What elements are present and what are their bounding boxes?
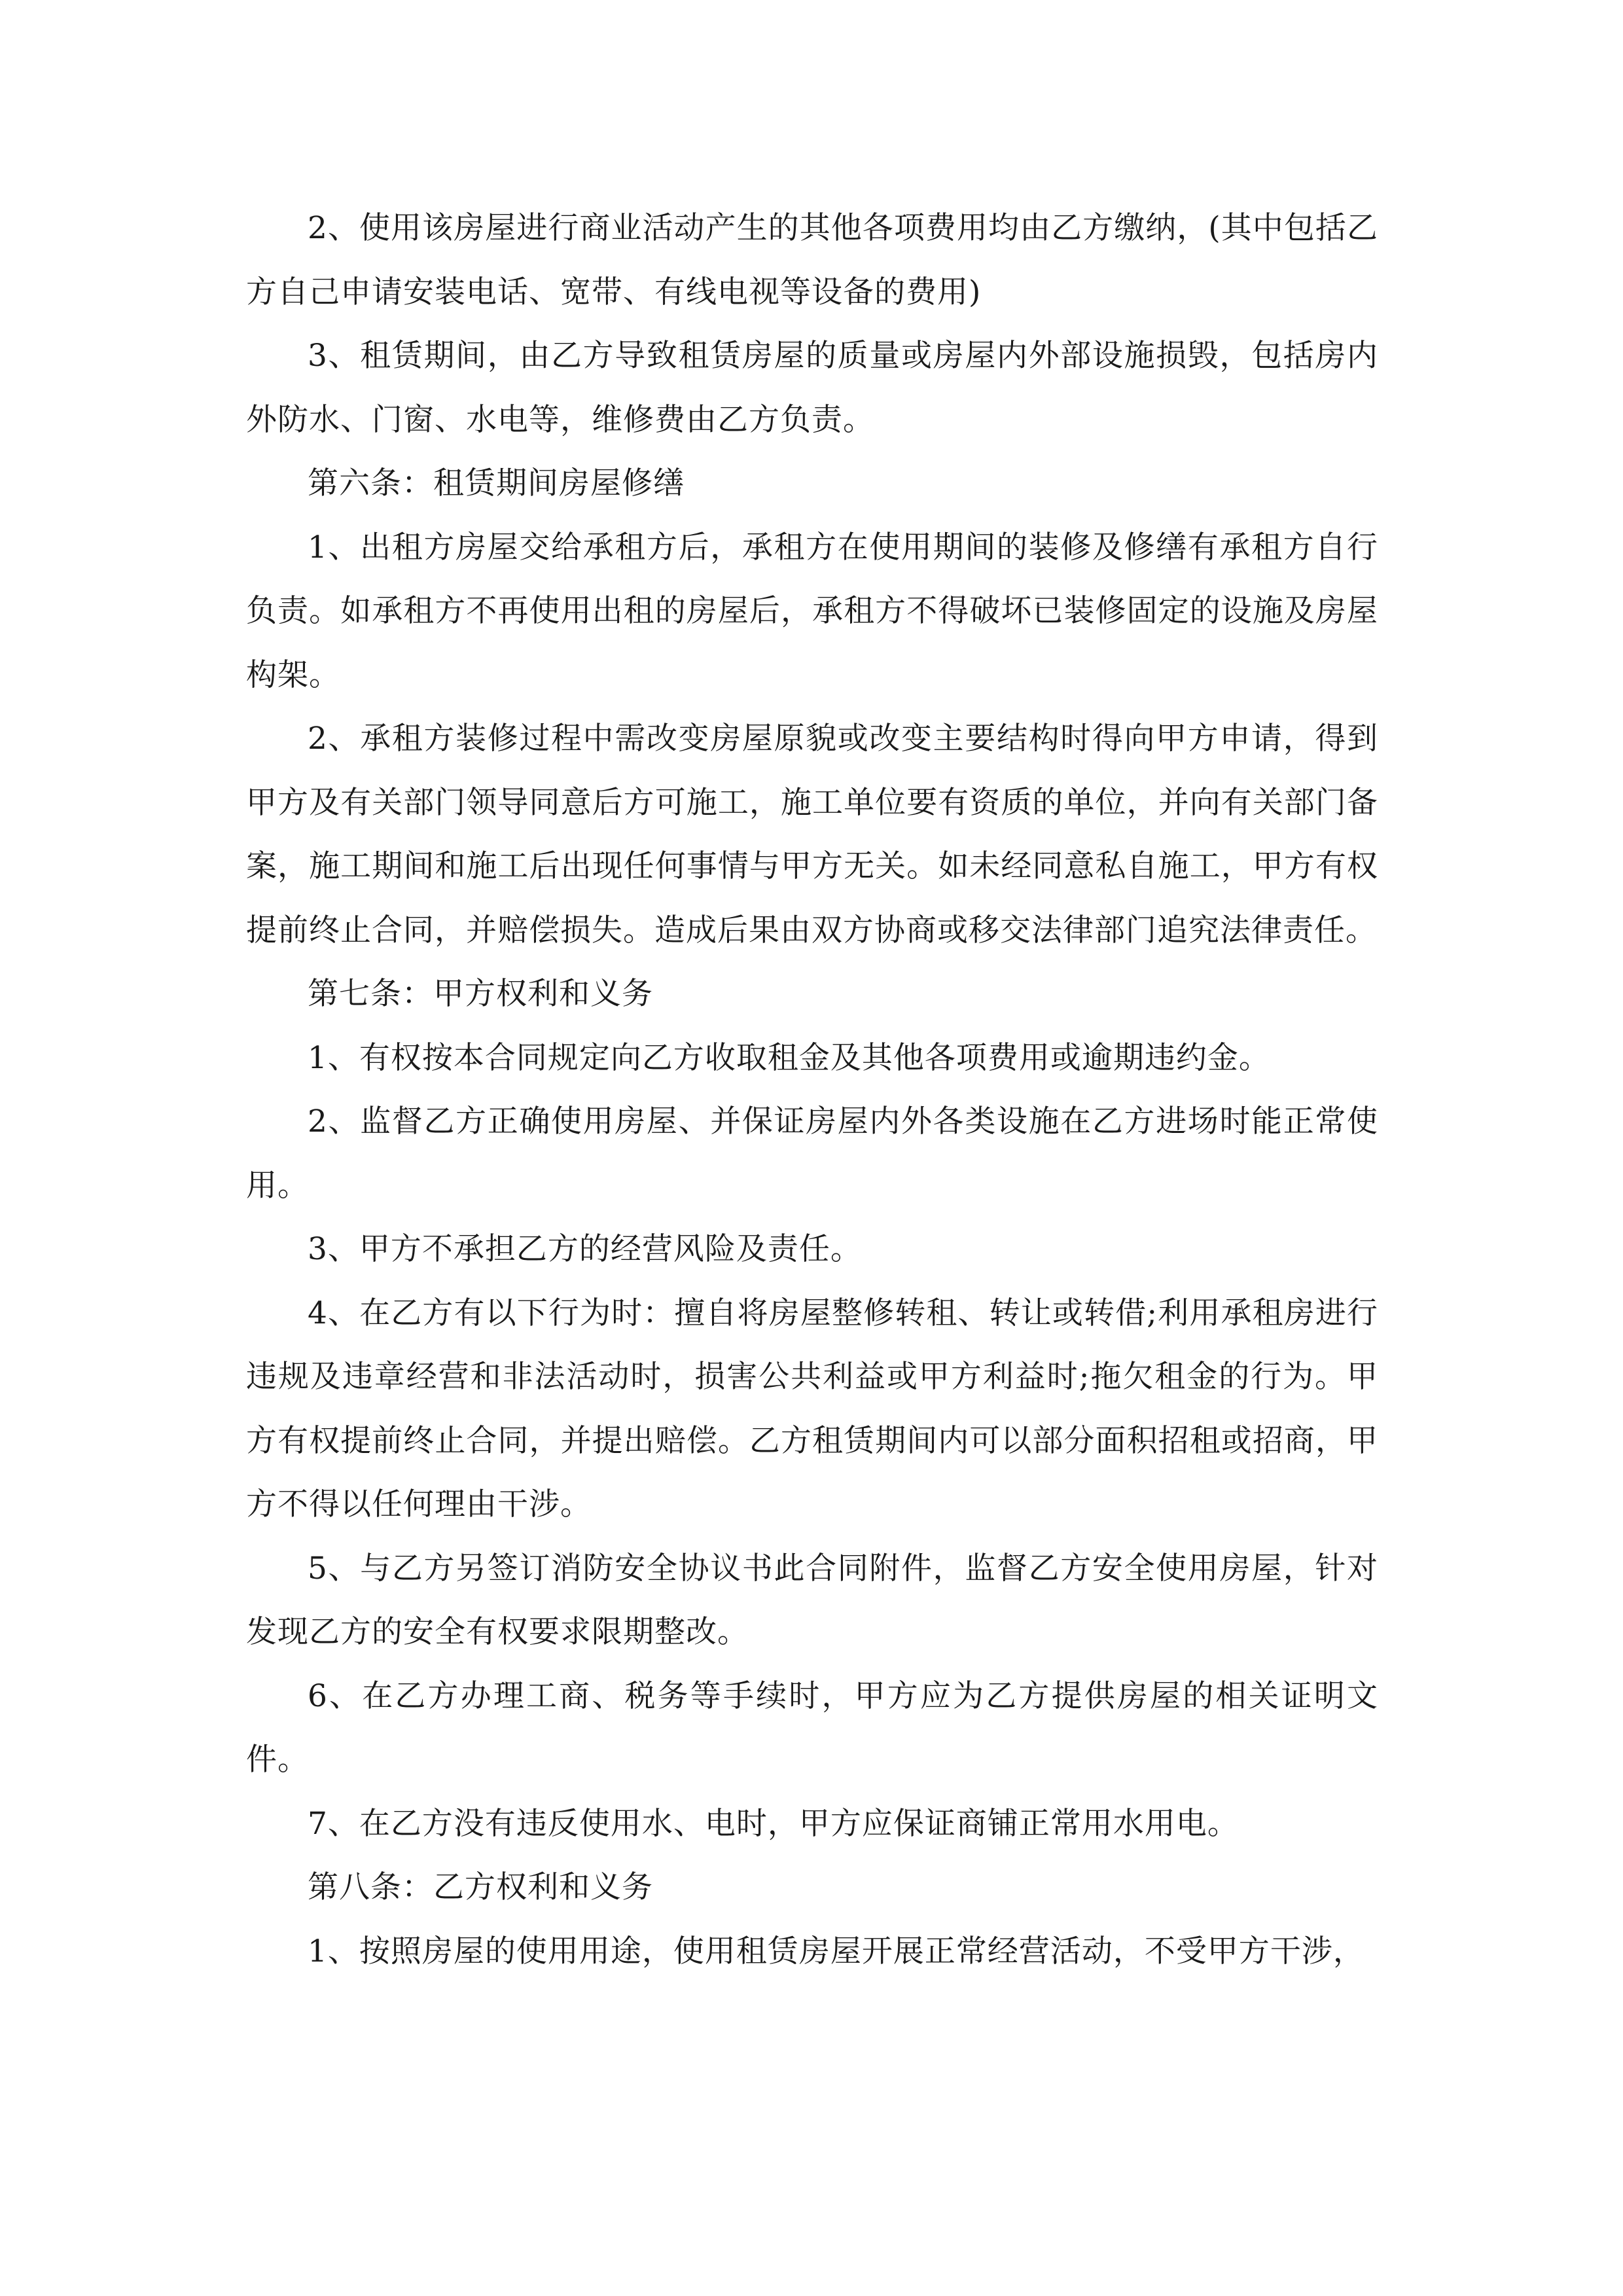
paragraph-2-fees: 2、使用该房屋进行商业活动产生的其他各项费用均由乙方缴纳，(其中包括乙方自己申请安装电话、宽带、有线电视等设备的费用) (246, 210, 1378, 310)
heading-article-6: 第六条：租赁期间房屋修缮 (308, 465, 685, 501)
heading-article-7: 第七条：甲方权利和义务 (308, 976, 653, 1012)
paragraph-7-3: 3、甲方不承担乙方的经营风险及责任。 (308, 1231, 862, 1267)
paragraph-7-4: 4、在乙方有以下行为时：擅自将房屋整修转租、转让或转借;利用承租房进行违规及违章经营和非法活动时，损害公共利益或甲方利益时;拖欠租金的行为。甲方有权提前终止合同，并提出赔偿。乙方租赁期间内可以部分面积招租或招商，甲方不得以任何理由干涉。 (246, 1295, 1378, 1522)
paragraph-7-5: 5、与乙方另签订消防安全协议书此合同附件，监督乙方安全使用房屋，针对发现乙方的安全有权要求限期整改。 (246, 1550, 1378, 1650)
paragraph-6-2: 2、承租方装修过程中需改变房屋原貌或改变主要结构时得向甲方申请，得到甲方及有关部门领导同意后方可施工，施工单位要有资质的单位，并向有关部门备案，施工期间和施工后出现任何事情与甲方无关。如未经同意私自施工，甲方有权提前终止合同，并赔偿损失。造成后果由双方协商或移交法律部门追究法律责任。 (246, 721, 1378, 948)
paragraph-6-1: 1、出租方房屋交给承租方后，承租方在使用期间的装修及修缮有承租方自行负责。如承租方不再使用出租的房屋后，承租方不得破坏已装修固定的设施及房屋构架。 (246, 529, 1378, 693)
paragraph-8-1: 1、按照房屋的使用用途，使用租赁房屋开展正常经营活动，不受甲方干涉， (308, 1933, 1364, 1969)
heading-article-8: 第八条：乙方权利和义务 (308, 1869, 653, 1905)
paragraph-7-2: 2、监督乙方正确使用房屋、并保证房屋内外各类设施在乙方进场时能正常使用。 (246, 1103, 1378, 1204)
paragraph-3-repair-costs: 3、租赁期间，由乙方导致租赁房屋的质量或房屋内外部设施损毁，包括房内外防水、门窗、水电等，维修费由乙方负责。 (246, 338, 1378, 438)
document-body (246, 196, 1378, 1983)
paragraph-7-1: 1、有权按本合同规定向乙方收取租金及其他各项费用或逾期违约金。 (308, 1039, 1270, 1076)
paragraph-7-7: 7、在乙方没有违反使用水、电时，甲方应保证商铺正常用水用电。 (308, 1805, 1239, 1842)
paragraph-7-6: 6、在乙方办理工商、税务等手续时，甲方应为乙方提供房屋的相关证明文件。 (246, 1677, 1378, 1778)
